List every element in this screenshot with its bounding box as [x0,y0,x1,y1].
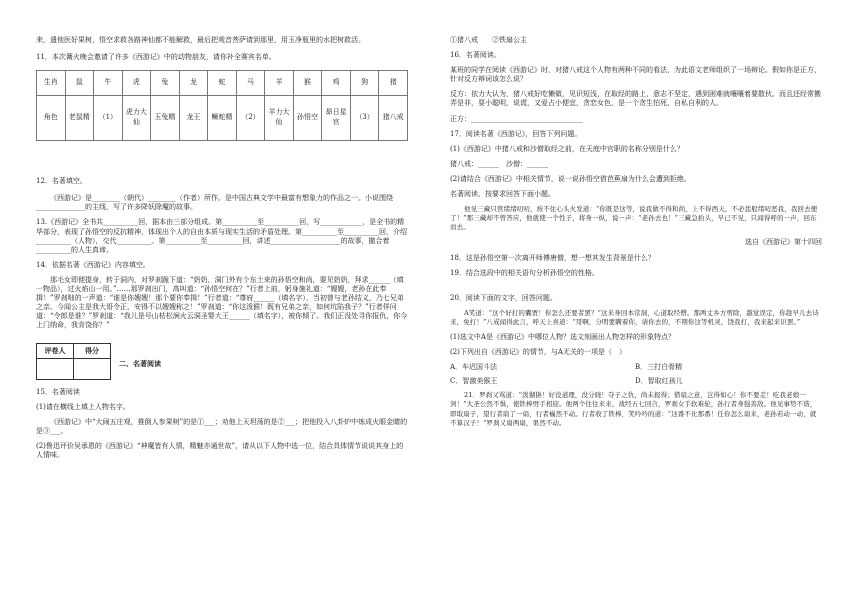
left-column [36,36,408,466]
question-15-1-text: 《西游记》中“大闹五庄观，推倒人参果树”的是①___；劝他上天坦荡的是②___；把他投入八卦炉中炼成火眼金睛的是③___。 [36,417,408,435]
question-17-1: (1)《西游记》中猪八戒和沙僧取经之前，在天庭中官职的名称分别是什么？ [450,144,684,153]
excerpt-2: A笑道：“这个好打的囊贾！你怎么还要者罢？”这来身回本常洞，心道取经僧。那两丈乡方剪除，越觉误定，你趁早儿去诗来，免打！”八戒闻得此言，呼天上喜道：“哥啊，分明要瞒着你，请你去的，不期你这等机灵，饶我打，我来起来识罢。” [450,308,819,326]
zodiac-header-row [37,71,408,96]
option-c[interactable]: C．智激美猴王 [450,377,498,386]
table-cell: 玉兔精 [151,96,180,141]
table-cell: （3） [350,96,379,141]
score-cell-grader[interactable] [37,358,74,379]
table-cell: （2） [236,96,265,141]
table-cell: 羊力大仙 [265,96,294,141]
table-cell: 虎力大仙 [122,96,151,141]
option-d[interactable]: D．智取红孩儿 [635,377,683,386]
question-15-2: (2)鲁迅评价吴承恩的《西游记》“神魔皆有人情，精魅亦通世故”，请从以下人物中选一位，结合具体情节说说其身上的人情味。 [36,441,404,459]
question-11: 11．本次篝火晚会邀请了许多《西游记》中的动物朋友，请你补全赛宾名单。 [36,53,276,62]
table-cell: 龙 [179,71,208,96]
zodiac-role-row [37,96,408,141]
table-cell: 狗 [350,71,379,96]
question-16-intro: 某班的同学在阅读《西游记》时，对猪八戒这个人物有两种不同的看法，为此语文老师组织了一场辩论。假如你是正方，针对反方辩词该怎么说？ [450,66,821,84]
table-cell: 龙王 [179,96,208,141]
question-20-options [450,363,822,391]
section-title: 二、名著阅读 [119,358,161,368]
table-cell: 猪 [379,71,408,96]
table-cell: 孙悟空 [293,96,322,141]
table-cell: 猴 [293,71,322,96]
question-18: 18．这是孙悟空第一次离开师傅唐僧，想一想其发生背景是什么？ [450,253,655,262]
question-17-2: (2)请结合《西游记》中相关情节，说一说孙悟空借芭蕉扇为什么会遭到拒绝。 [450,174,691,183]
question-20-1: (1)选文中A是《西游记》中哪位人物？选文刻画出人物怎样的形象特点？ [450,332,675,341]
question-19: 19．结合选段中的相关语句分析孙悟空的性格。 [450,268,599,277]
question-12-text: 《西游记》是________（朝代）________（作者）所作。是中国古典文学中最富有想象力的作品之一。小说围绕______________的主线，写了许多降妖除魔的故事。 [36,194,393,212]
intro-text: 来，遣他医好果树，悟空求救各路神仙都不能解救，最后把观音菩萨请到那里，用玉净瓶里的水把树救活。 [36,36,365,44]
score-label-grader: 评卷人 [37,343,74,358]
zodiac-table [36,70,408,141]
table-cell: 鳜蛇精 [208,96,237,141]
choices-top: ①猪八戒 ②铁扇公主 [450,36,527,44]
question-20-title: 20．阅读下面的文字，回答问题。 [450,293,557,302]
question-16-answer[interactable]: 正方：________________________________ [450,114,583,123]
question-16-title: 16．名著阅读。 [450,51,501,60]
table-cell: 羊 [265,71,294,96]
table-cell: 虎 [122,71,151,96]
question-20-2: (2)下列出自《西游记》的情节，与A无关的一项是（ ） [450,348,626,357]
question-15-title: 15．名著阅读 [36,387,80,396]
right-column [450,36,822,434]
score-table [36,343,111,380]
table-cell: 牛 [94,71,123,96]
table-cell: 兔 [151,71,180,96]
excerpt-1: 他见三藏只管绪绪叨叨，按不住心头火发道：“你既是这等，说我做不得和尚，上不得西天，不必恁般绪叨恶我，我回去便了！”那三藏却不曾答应，他就使一个性子，将身一纵，说一声：“老孙去也！”三藏急抬头，早已不见，只闻得呼的一声，回东而去。 [450,205,818,232]
question-13-text: 13.《西游记》全书共__________回，据本由三部分组成。第__________至__________回，写____________，是全书的精华部分，表现了孙悟空的反抗精神，体现出个人的自由本质与现实生活的矛盾处理。第__________至__________回，介绍__________（人物），交代__________。第__________至__________回，讲述____________________的故事，撤合着__________的人生真谛。 [36,218,407,254]
table-cell: 马 [236,71,265,96]
question-15-1: (1)请在横线上填上人物名字。 [36,402,130,411]
score-box [36,343,408,380]
question-21-text: 21．罗刹又骂道：“泼猢狲！好没道理，没分晓！夺子之仇，尚未报得；借扇之意，岂得如心！你不要走！吃我老娘一剑！”大圣公然不惧，使铁棒劈手相迎。他两个往往来来，战经五七回合，罗刹女手软难轮，孙行者身强善敌。他见事势不谐，即取扇子，望行者扇了一扇，行者巍然不动。行者收了铁棒，笑吟吟的道：“这番不比那番！任你怎么扇来，老孙若动一动，就不算汉子！”罗刹又扇两扇，果然不动。 [450,391,817,427]
option-a[interactable]: A．车迟国斗法 [450,363,498,372]
table-cell: 猪八戒 [379,96,408,141]
question-17-1-answer[interactable]: 猪八戒：______ 沙僧：______ [450,159,548,168]
score-label-score: 得分 [74,343,111,358]
question-17-title: 17．阅读名著《西游记》，回答下列问题。 [450,129,582,138]
table-cell: 昴日星官 [322,96,351,141]
question-14-title: 14．依据名著《西游记》内容填空。 [36,260,150,269]
score-cell-score[interactable] [74,358,111,379]
table-cell: 老鼠精 [65,96,94,141]
reading-instruction: 名著阅读，按要求回答下面小题。 [450,190,555,199]
table-cell: 生肖 [37,71,66,96]
question-16-opponent: 反方：依力大认为，猪八戒好吃懒做，见识短浅，在取经的路上，意志不坚定，遇到困难就嚷嚷着要散伙。而且还经常搬弄是非，耍小聪明，说谎，又爱占小便宜，贪恋女色，是一个贪生怕死、自私自利的人。 [450,90,821,108]
table-cell: （1） [94,96,123,141]
table-cell: 鼠 [65,71,94,96]
question-12-title: 12．名著填空。 [36,177,87,186]
question-14-text: 那毛女即便提身，转于洞内，对罗刹跪下道：“奶奶，洞门外有个东土来的孙悟空和尚，要见奶奶，拜求______（填一物品），过火焰山一用。”……那罗刹出门，高叫道：“孙悟空何在？”行者上前，躬身施礼道：“嫂嫂，老孙在此奉揖！”罗刹咄的一声道：“谁是你嫂嫂！那个要你奉揖！”行者道：“尊府______（填名字），当初曾与老孙结义，乃七兄弟之亲。今闻公主是我大哥令正，安得不以嫂嫂称之！”罗刹道：“你这泼猴！既有兄弟之亲，如何坑陷我子？”行者佯问道：“令郎是谁？”罗刹道：“我儿是号山枯松涧火云洞圣婴大王______（填名字），被你倾了。我们正没处寻你报仇，你今上门纳命，我肯饶你？” [36,275,408,330]
table-cell: 鸡 [322,71,351,96]
table-cell: 蛇 [208,71,237,96]
table-cell: 角色 [37,96,66,141]
option-b[interactable]: B．三打白骨精 [635,363,683,372]
excerpt-1-source: 选自《西游记》第十四回 [745,238,822,247]
